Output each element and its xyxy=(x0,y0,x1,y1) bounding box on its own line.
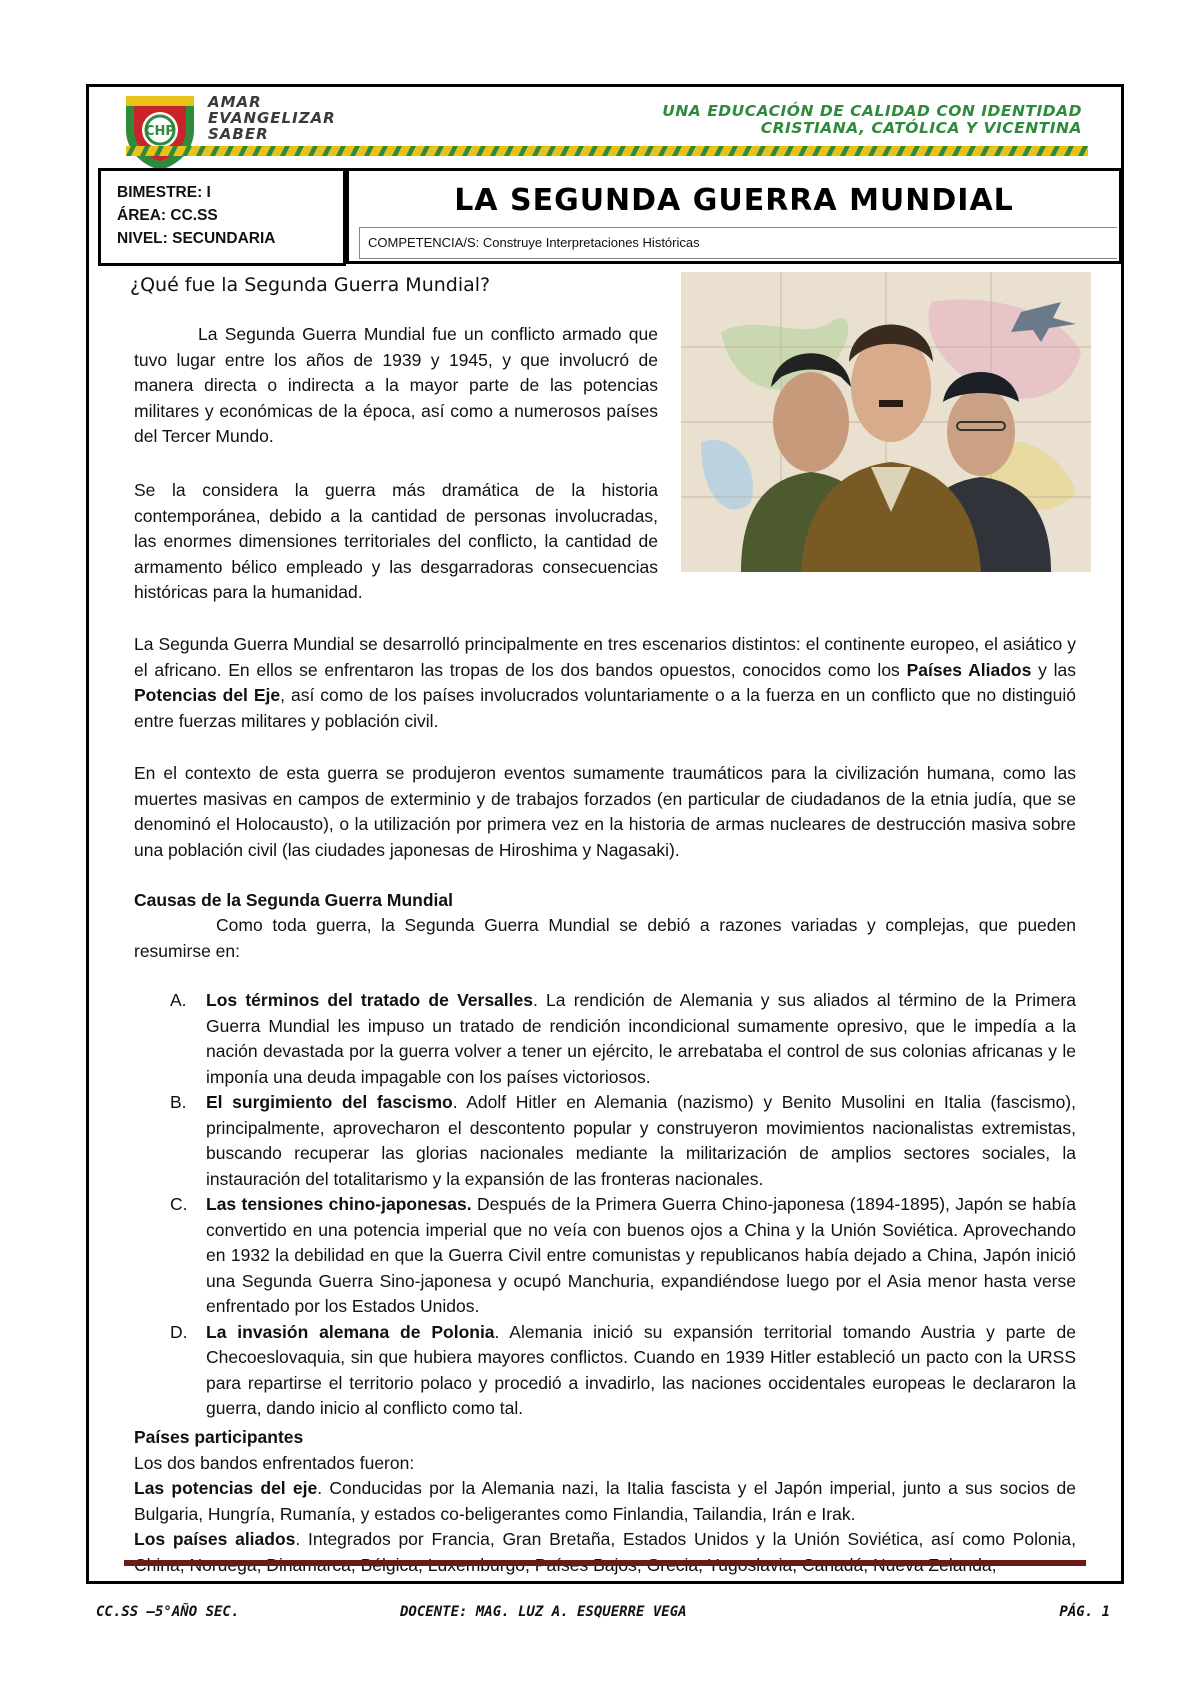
cause-title: El surgimiento del fascismo xyxy=(206,1092,453,1112)
footer-page-number: PÁG. 1 xyxy=(1059,1604,1110,1620)
cause-item xyxy=(134,988,1076,1090)
cause-title: Los términos del tratado de Versalles xyxy=(206,990,533,1010)
motto-line-1: AMAR xyxy=(208,93,262,111)
footer-teacher: DOCENTE: MAG. LUZ A. ESQUERRE VEGA xyxy=(400,1604,687,1620)
course-info-box xyxy=(98,168,346,266)
intro-paragraph: La Segunda Guerra Mundial fue un conflicto armado que tuvo lugar entre los años de 1939 y 1945, y que involucró de manera directa o indirecta a la mayor parte de las potencias militares y económicas de la época, así como a numerosos países del Tercer Mundo. xyxy=(134,324,658,446)
cause-title: La invasión alemana de Polonia xyxy=(206,1321,495,1342)
title-box xyxy=(346,168,1122,264)
tagline-line-2: CRISTIANA, CATÓLICA Y VICENTINA xyxy=(760,119,1082,137)
cause-text: . Alemania inició su expansión territorial tomando Austria y parte de Checoeslovaquia, sin que hubiera mayores conflictos. Cuando en 1939 Hitler estableció un pacto con la URSS para repartirse el territorio polaco y procedió a invadirlo, las naciones occidentales europeas le declararon la guerra, dando inicio al conflicto como tal. xyxy=(206,1321,1076,1418)
cause-text: . La rendición de Alemania y sus aliados al término de la Primera Guerra Mundial les impuso un tratado de rendición incondicional sumamente opresivo, que le impedía a la nación devastada por la guerra volver a tener un ejército, le arrebataba el control de sus colonias africanas y le imponía una deuda impagable con los países victoriosos. xyxy=(206,990,1076,1087)
participants-heading: Países participantes xyxy=(134,1427,304,1447)
axis-paragraph xyxy=(134,1476,1076,1527)
logo-text: CHP xyxy=(145,124,175,139)
events-paragraph: En el contexto de esta guerra se produjeron eventos sumamente traumáticos para la civilización humana, como las muertes masivas en campos de exterminio y de trabajos forzados (en particular de ciudadanos de la etnia judía, que se denominó el Holocausto), o la utilización por primera vez en la historia de armas nucleares de destrucción masiva sobre una población civil (las ciudades japonesas de Hiroshima y Nagasaki). xyxy=(134,763,1076,860)
allies-term: Países Aliados xyxy=(906,659,1032,680)
page-title: LA SEGUNDA GUERRA MUNDIAL xyxy=(454,183,1014,218)
causes-intro: Como toda guerra, la Segunda Guerra Mundial se debió a razones variadas y complejas, que pueden resumirse en: xyxy=(134,915,1076,961)
school-logo xyxy=(120,90,200,172)
axis-term: Potencias del Eje xyxy=(134,685,281,705)
bottom-rule xyxy=(124,1560,1086,1566)
cause-item xyxy=(134,1192,1076,1320)
cause-item xyxy=(134,1090,1076,1192)
section-question-heading: ¿Qué fue la Segunda Guerra Mundial? xyxy=(130,274,491,296)
bimestre-label: BIMESTRE: I xyxy=(117,184,211,201)
cause-title: Las tensiones chino-japonesas. xyxy=(206,1194,472,1214)
causes-list xyxy=(134,988,1076,1422)
motto-line-2: EVANGELIZAR xyxy=(208,109,336,127)
causes-heading: Causas de la Segunda Guerra Mundial xyxy=(134,890,453,910)
cause-letter: C. xyxy=(170,1194,188,1214)
decorative-stripe xyxy=(126,146,1088,156)
footer-course: CC.SS –5°AÑO SEC. xyxy=(96,1604,240,1620)
allies-heading: Los países aliados xyxy=(134,1529,296,1549)
wwii-leaders-illustration xyxy=(681,272,1091,572)
cause-text: Después de la Primera Guerra Chino-japonesa (1894-1895), Japón se había convertido en una potencia imperial que no veía con buenos ojos a China y la Unión Soviética. Aprovechando en 1932 la debilidad en que la Guerra Civil entre comunistas y republicanos había dejado a China, Japón inició una Segunda Guerra Sino-japonesa y ocupó Manchuria, expandiéndose luego por el Asia menor hasta verse enfrentado por los Estados Unidos. xyxy=(206,1194,1076,1316)
importance-paragraph: Se la considera la guerra más dramática de la historia contemporánea, debido a la cantidad de personas involucradas, las enormes dimensiones territoriales del conflicto, la cantidad de armamento bélico empleado y las desgarradoras consecuencias históricas para la humanidad. xyxy=(134,480,658,602)
school-tagline xyxy=(662,103,1082,137)
axis-heading: Las potencias del eje xyxy=(134,1478,318,1498)
axis-text: . Conducidas por la Alemania nazi, la Italia fascista y el Japón imperial, junto a sus socios de Bulgaria, Hungría, Rumanía, y estados co-beligerantes como Finlandia, Tailandia, Irán e Irak. xyxy=(134,1478,1077,1524)
cause-item xyxy=(134,1320,1076,1422)
allies-paragraph xyxy=(134,1527,1076,1578)
participants-intro: Los dos bandos enfrentados fueron: xyxy=(134,1452,415,1473)
scenarios-text-b: y las xyxy=(1031,659,1076,680)
motto-line-3: SABER xyxy=(208,125,269,143)
cause-letter: B. xyxy=(170,1092,187,1112)
tagline-line-1: UNA EDUCACIÓN DE CALIDAD CON IDENTIDAD xyxy=(662,102,1082,120)
school-motto xyxy=(208,94,336,142)
scenarios-text-a: La Segunda Guerra Mundial se desarrolló principalmente en tres escenarios distintos: el continente europeo, el asiático y el africano. En ellos se enfrentaron las tropas de los dos bandos opuestos, conocidos como los xyxy=(134,634,1076,680)
participants-section xyxy=(134,1425,1076,1578)
cause-text: . Adolf Hitler en Alemania (nazismo) y Benito Musolini en Italia (fascismo), principalmente, aprovecharon el descontento popular y construyeron movimientos nacionalistas extremistas, buscando recuperar las glorias nacionales mediante la militarización de amplios sectores sociales, la instauración del totalitarismo y la expansión de las fronteras nacionales. xyxy=(206,1092,1076,1189)
scenarios-text-c: , así como de los países involucrados voluntariamente o a la fuerza en un conflicto que no distinguió entre fuerzas militares y población civil. xyxy=(134,685,1076,731)
nivel-label: NIVEL: SECUNDARIA xyxy=(117,230,276,247)
allies-text: . Integrados por Francia, Gran Bretaña, Estados Unidos y la Unión Soviética, así como Polonia, xyxy=(295,1529,1076,1549)
area-label: ÁREA: CC.SS xyxy=(117,207,218,224)
cause-letter: A. xyxy=(170,990,187,1010)
cause-letter: D. xyxy=(170,1321,188,1342)
scenarios-paragraph xyxy=(134,632,1076,734)
competencias-label: COMPETENCIA/S: Construye Interpretaciones Históricas xyxy=(359,227,1117,259)
